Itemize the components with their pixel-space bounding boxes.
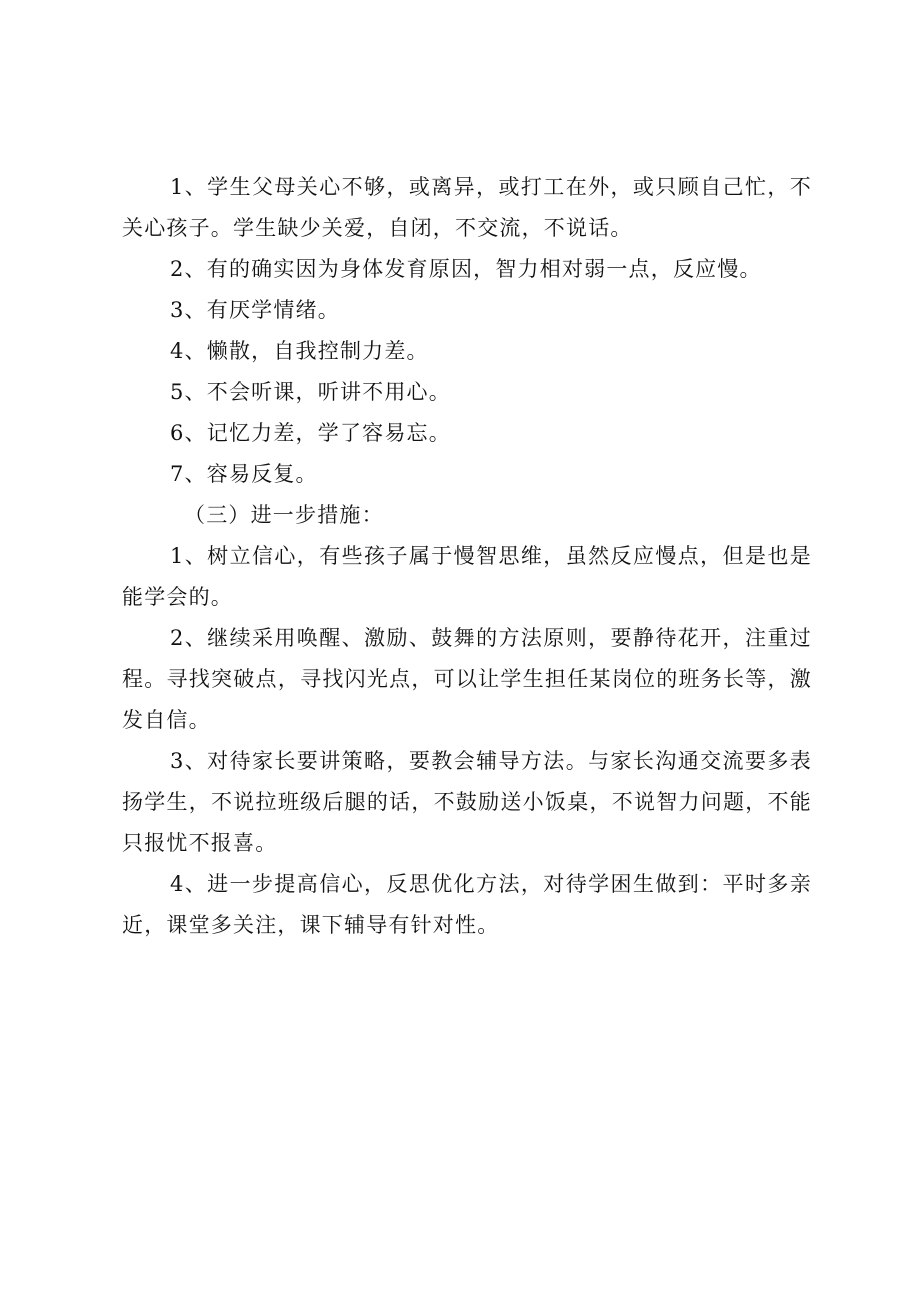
reason-item-1: 1、学生父母关心不够，或离异，或打工在外，或只顾自己忙，不关心孩子。学生缺少关爱，自闭，不交流，不说话。	[122, 175, 812, 240]
reason-item-2: 2、有的确实因为身体发育原因，智力相对弱一点，反应慢。	[170, 257, 762, 281]
reason-item-7: 7、容易反复。	[170, 462, 318, 486]
reason-item-3: 3、有厌学情绪。	[170, 298, 340, 322]
document-body	[122, 167, 812, 946]
reason-item-6: 6、记忆力差，学了容易忘。	[170, 421, 451, 445]
reason-item-4: 4、懒散，自我控制力差。	[170, 339, 429, 363]
measure-item-1: 1、树立信心，有些孩子属于慢智思维，虽然反应慢点，但是也是能学会的。	[122, 544, 812, 609]
measure-item-3: 3、对待家长要讲策略，要教会辅导方法。与家长沟通交流要多表扬学生，不说拉班级后腿的话，不鼓励送小饭桌，不说智力问题，不能只报忧不报喜。	[122, 749, 812, 855]
measure-item-2: 2、继续采用唤醒、激励、鼓舞的方法原则，要静待花开，注重过程。寻找突破点，寻找闪光点，可以让学生担任某岗位的班务长等，激发自信。	[122, 626, 812, 732]
section-heading-measures: （三）进一步措施：	[184, 503, 384, 527]
reason-item-5: 5、不会听课，听讲不用心。	[170, 380, 451, 404]
measure-item-4: 4、进一步提高信心，反思优化方法，对待学困生做到：平时多亲近，课堂多关注，课下辅导有针对性。	[122, 872, 812, 937]
